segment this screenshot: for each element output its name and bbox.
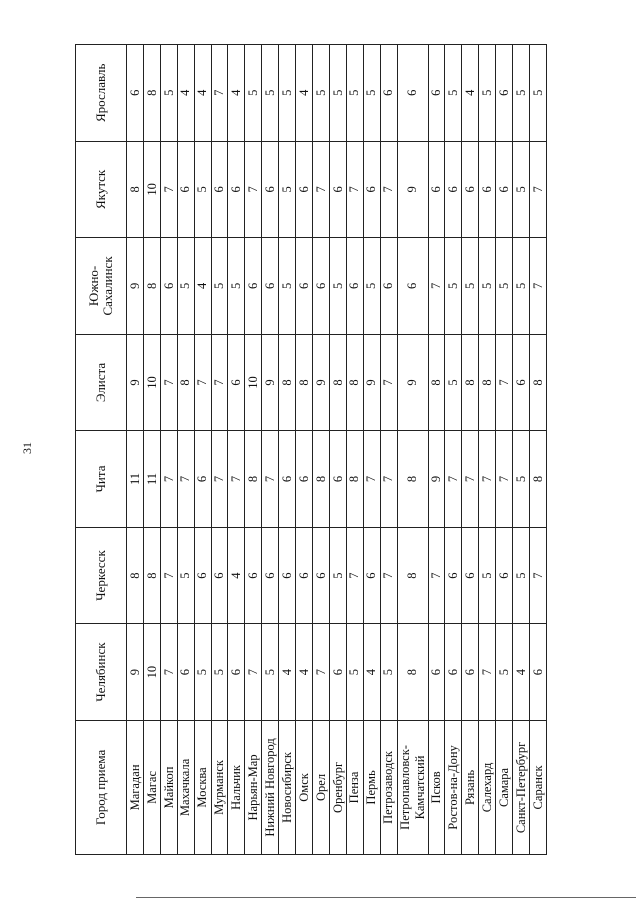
value-cell: 6 [363, 141, 380, 238]
value-cell: 8 [143, 45, 160, 142]
value-cell: 5 [479, 45, 496, 142]
value-cell: 6 [346, 238, 363, 335]
value-cell: 9 [127, 238, 144, 335]
value-cell: 5 [228, 238, 245, 335]
value-cell: 4 [296, 624, 313, 721]
value-cell: 7 [245, 141, 262, 238]
value-cell: 5 [363, 45, 380, 142]
table-row [262, 45, 279, 855]
city-cell: Рязань [462, 720, 479, 854]
value-cell: 8 [397, 431, 428, 528]
value-cell: 7 [262, 431, 279, 528]
value-cell: 6 [397, 238, 428, 335]
city-cell: Псков [428, 720, 445, 854]
value-cell: 6 [329, 141, 346, 238]
table-row [312, 45, 329, 855]
value-cell: 4 [513, 624, 530, 721]
value-cell: 9 [127, 624, 144, 721]
value-cell: 7 [177, 431, 194, 528]
value-cell: 6 [194, 527, 211, 624]
value-cell: 5 [513, 238, 530, 335]
value-cell: 6 [211, 527, 228, 624]
value-cell: 5 [194, 624, 211, 721]
value-cell: 9 [127, 334, 144, 431]
table-row [380, 45, 397, 855]
table-row [479, 45, 496, 855]
value-cell: 8 [127, 141, 144, 238]
table-row [143, 45, 160, 855]
value-cell: 7 [160, 527, 177, 624]
value-cell: 6 [279, 431, 296, 528]
value-cell: 6 [127, 45, 144, 142]
value-cell: 5 [513, 527, 530, 624]
value-cell: 6 [262, 141, 279, 238]
value-cell: 5 [279, 141, 296, 238]
value-cell: 7 [160, 431, 177, 528]
value-cell: 6 [462, 624, 479, 721]
value-cell: 5 [194, 141, 211, 238]
value-cell: 8 [529, 334, 546, 431]
value-cell: 8 [397, 624, 428, 721]
city-cell: Махачкала [177, 720, 194, 854]
column-header: Южно-Сахалинск [76, 238, 127, 335]
column-header: Чита [76, 431, 127, 528]
city-cell: Петропавловск-Камчатский [397, 720, 428, 854]
table-row [462, 45, 479, 855]
city-cell: Мурманск [211, 720, 228, 854]
value-cell: 5 [329, 45, 346, 142]
table-row [160, 45, 177, 855]
value-cell: 8 [529, 431, 546, 528]
value-cell: 6 [296, 431, 313, 528]
value-cell: 6 [177, 141, 194, 238]
table-body [127, 45, 547, 855]
value-cell: 8 [143, 527, 160, 624]
value-cell: 8 [127, 527, 144, 624]
value-cell: 6 [228, 141, 245, 238]
value-cell: 5 [329, 238, 346, 335]
table-header-row [76, 45, 127, 855]
value-cell: 8 [346, 334, 363, 431]
city-cell: Пенза [346, 720, 363, 854]
table-row [397, 45, 428, 855]
value-cell: 4 [279, 624, 296, 721]
value-cell: 7 [380, 431, 397, 528]
value-cell: 5 [346, 624, 363, 721]
value-cell: 5 [496, 624, 513, 721]
table-row [428, 45, 445, 855]
table-row [127, 45, 144, 855]
value-cell: 6 [262, 238, 279, 335]
value-cell: 7 [194, 334, 211, 431]
value-cell: 8 [479, 334, 496, 431]
value-cell: 7 [363, 431, 380, 528]
value-cell: 4 [194, 45, 211, 142]
value-cell: 6 [428, 141, 445, 238]
value-cell: 7 [529, 238, 546, 335]
column-header: Черкесск [76, 527, 127, 624]
value-cell: 6 [496, 141, 513, 238]
value-cell: 7 [211, 45, 228, 142]
table-row [211, 45, 228, 855]
table-row [346, 45, 363, 855]
city-cell: Омск [296, 720, 313, 854]
value-cell: 8 [312, 431, 329, 528]
column-header: Элиста [76, 334, 127, 431]
value-cell: 5 [462, 238, 479, 335]
value-cell: 6 [529, 624, 546, 721]
value-cell: 4 [462, 45, 479, 142]
value-cell: 6 [329, 431, 346, 528]
value-cell: 5 [479, 527, 496, 624]
value-cell: 5 [529, 45, 546, 142]
column-header: Ярославль [76, 45, 127, 142]
table-row [513, 45, 530, 855]
value-cell: 6 [194, 431, 211, 528]
table-row [177, 45, 194, 855]
value-cell: 6 [462, 527, 479, 624]
value-cell: 6 [513, 334, 530, 431]
value-cell: 11 [127, 431, 144, 528]
table-row [529, 45, 546, 855]
value-cell: 7 [228, 431, 245, 528]
value-cell: 6 [397, 45, 428, 142]
value-cell: 4 [194, 238, 211, 335]
value-cell: 9 [363, 334, 380, 431]
value-cell: 5 [363, 238, 380, 335]
value-cell: 5 [160, 45, 177, 142]
value-cell: 7 [479, 431, 496, 528]
city-cell: Новосибирск [279, 720, 296, 854]
distance-table [75, 44, 547, 855]
value-cell: 6 [228, 334, 245, 431]
value-cell: 7 [529, 141, 546, 238]
value-cell: 10 [143, 141, 160, 238]
value-cell: 5 [445, 45, 462, 142]
value-cell: 5 [245, 45, 262, 142]
value-cell: 6 [496, 527, 513, 624]
table-row [329, 45, 346, 855]
value-cell: 9 [312, 334, 329, 431]
value-cell: 7 [428, 527, 445, 624]
value-cell: 6 [445, 624, 462, 721]
value-cell: 7 [346, 527, 363, 624]
city-cell: Москва [194, 720, 211, 854]
table-row [194, 45, 211, 855]
value-cell: 8 [346, 431, 363, 528]
value-cell: 7 [346, 141, 363, 238]
value-cell: 8 [428, 334, 445, 431]
value-cell: 6 [279, 527, 296, 624]
value-cell: 6 [296, 238, 313, 335]
value-cell: 5 [329, 527, 346, 624]
table-row [496, 45, 513, 855]
value-cell: 6 [245, 238, 262, 335]
value-cell: 8 [296, 334, 313, 431]
value-cell: 5 [445, 238, 462, 335]
city-cell: Санкт-Петербург [513, 720, 530, 854]
value-cell: 6 [228, 624, 245, 721]
value-cell: 11 [143, 431, 160, 528]
value-cell: 4 [363, 624, 380, 721]
value-cell: 6 [380, 238, 397, 335]
city-cell: Саранск [529, 720, 546, 854]
value-cell: 8 [397, 527, 428, 624]
bottom-rule [136, 897, 636, 898]
city-cell: Нижний Новгород [262, 720, 279, 854]
value-cell: 6 [177, 624, 194, 721]
city-cell: Орел [312, 720, 329, 854]
value-cell: 7 [312, 141, 329, 238]
value-cell: 6 [380, 45, 397, 142]
city-cell: Нальчик [228, 720, 245, 854]
value-cell: 5 [279, 45, 296, 142]
value-cell: 7 [496, 334, 513, 431]
table-row [245, 45, 262, 855]
value-cell: 4 [228, 45, 245, 142]
value-cell: 6 [312, 238, 329, 335]
value-cell: 6 [312, 527, 329, 624]
value-cell: 6 [479, 141, 496, 238]
rotated-table-wrapper [75, 44, 547, 855]
column-header: Город приема [76, 720, 127, 854]
value-cell: 8 [279, 334, 296, 431]
value-cell: 7 [529, 527, 546, 624]
value-cell: 6 [245, 527, 262, 624]
value-cell: 6 [428, 624, 445, 721]
value-cell: 7 [160, 141, 177, 238]
city-cell: Петрозаводск [380, 720, 397, 854]
value-cell: 6 [445, 527, 462, 624]
value-cell: 9 [428, 431, 445, 528]
value-cell: 7 [160, 334, 177, 431]
value-cell: 5 [262, 624, 279, 721]
value-cell: 4 [177, 45, 194, 142]
city-cell: Ростов-на-Дону [445, 720, 462, 854]
city-cell: Магадан [127, 720, 144, 854]
value-cell: 8 [177, 334, 194, 431]
value-cell: 8 [245, 431, 262, 528]
value-cell: 6 [211, 141, 228, 238]
value-cell: 5 [177, 527, 194, 624]
value-cell: 7 [445, 431, 462, 528]
city-cell: Салехард [479, 720, 496, 854]
value-cell: 5 [513, 45, 530, 142]
value-cell: 8 [462, 334, 479, 431]
value-cell: 4 [296, 45, 313, 142]
value-cell: 5 [380, 624, 397, 721]
value-cell: 10 [245, 334, 262, 431]
value-cell: 9 [397, 141, 428, 238]
value-cell: 7 [496, 431, 513, 528]
value-cell: 7 [380, 141, 397, 238]
value-cell: 5 [479, 238, 496, 335]
city-cell: Магас [143, 720, 160, 854]
value-cell: 5 [513, 431, 530, 528]
city-cell: Самара [496, 720, 513, 854]
value-cell: 7 [245, 624, 262, 721]
table-row [279, 45, 296, 855]
city-cell: Оренбург [329, 720, 346, 854]
value-cell: 6 [428, 45, 445, 142]
value-cell: 6 [445, 141, 462, 238]
value-cell: 7 [380, 527, 397, 624]
value-cell: 8 [143, 238, 160, 335]
value-cell: 6 [462, 141, 479, 238]
value-cell: 7 [479, 624, 496, 721]
table-row [296, 45, 313, 855]
value-cell: 5 [445, 334, 462, 431]
value-cell: 7 [380, 334, 397, 431]
value-cell: 9 [262, 334, 279, 431]
value-cell: 5 [312, 45, 329, 142]
value-cell: 7 [428, 238, 445, 335]
value-cell: 5 [211, 624, 228, 721]
value-cell: 6 [329, 624, 346, 721]
column-header: Якутск [76, 141, 127, 238]
city-cell: Майкоп [160, 720, 177, 854]
value-cell: 6 [160, 238, 177, 335]
value-cell: 5 [496, 238, 513, 335]
value-cell: 6 [363, 527, 380, 624]
value-cell: 5 [177, 238, 194, 335]
value-cell: 5 [211, 238, 228, 335]
value-cell: 7 [211, 431, 228, 528]
value-cell: 5 [513, 141, 530, 238]
value-cell: 6 [496, 45, 513, 142]
table-row [363, 45, 380, 855]
value-cell: 7 [312, 624, 329, 721]
value-cell: 6 [262, 527, 279, 624]
table-row [445, 45, 462, 855]
value-cell: 7 [211, 334, 228, 431]
value-cell: 10 [143, 334, 160, 431]
city-cell: Пермь [363, 720, 380, 854]
value-cell: 5 [346, 45, 363, 142]
value-cell: 8 [329, 334, 346, 431]
value-cell: 5 [262, 45, 279, 142]
value-cell: 10 [143, 624, 160, 721]
value-cell: 4 [228, 527, 245, 624]
table-row [228, 45, 245, 855]
city-cell: Нарьян-Мар [245, 720, 262, 854]
value-cell: 7 [462, 431, 479, 528]
value-cell: 6 [296, 527, 313, 624]
value-cell: 6 [296, 141, 313, 238]
value-cell: 9 [397, 334, 428, 431]
value-cell: 5 [279, 238, 296, 335]
value-cell: 7 [160, 624, 177, 721]
page-number: 31 [20, 442, 34, 454]
column-header: Челябинск [76, 624, 127, 721]
